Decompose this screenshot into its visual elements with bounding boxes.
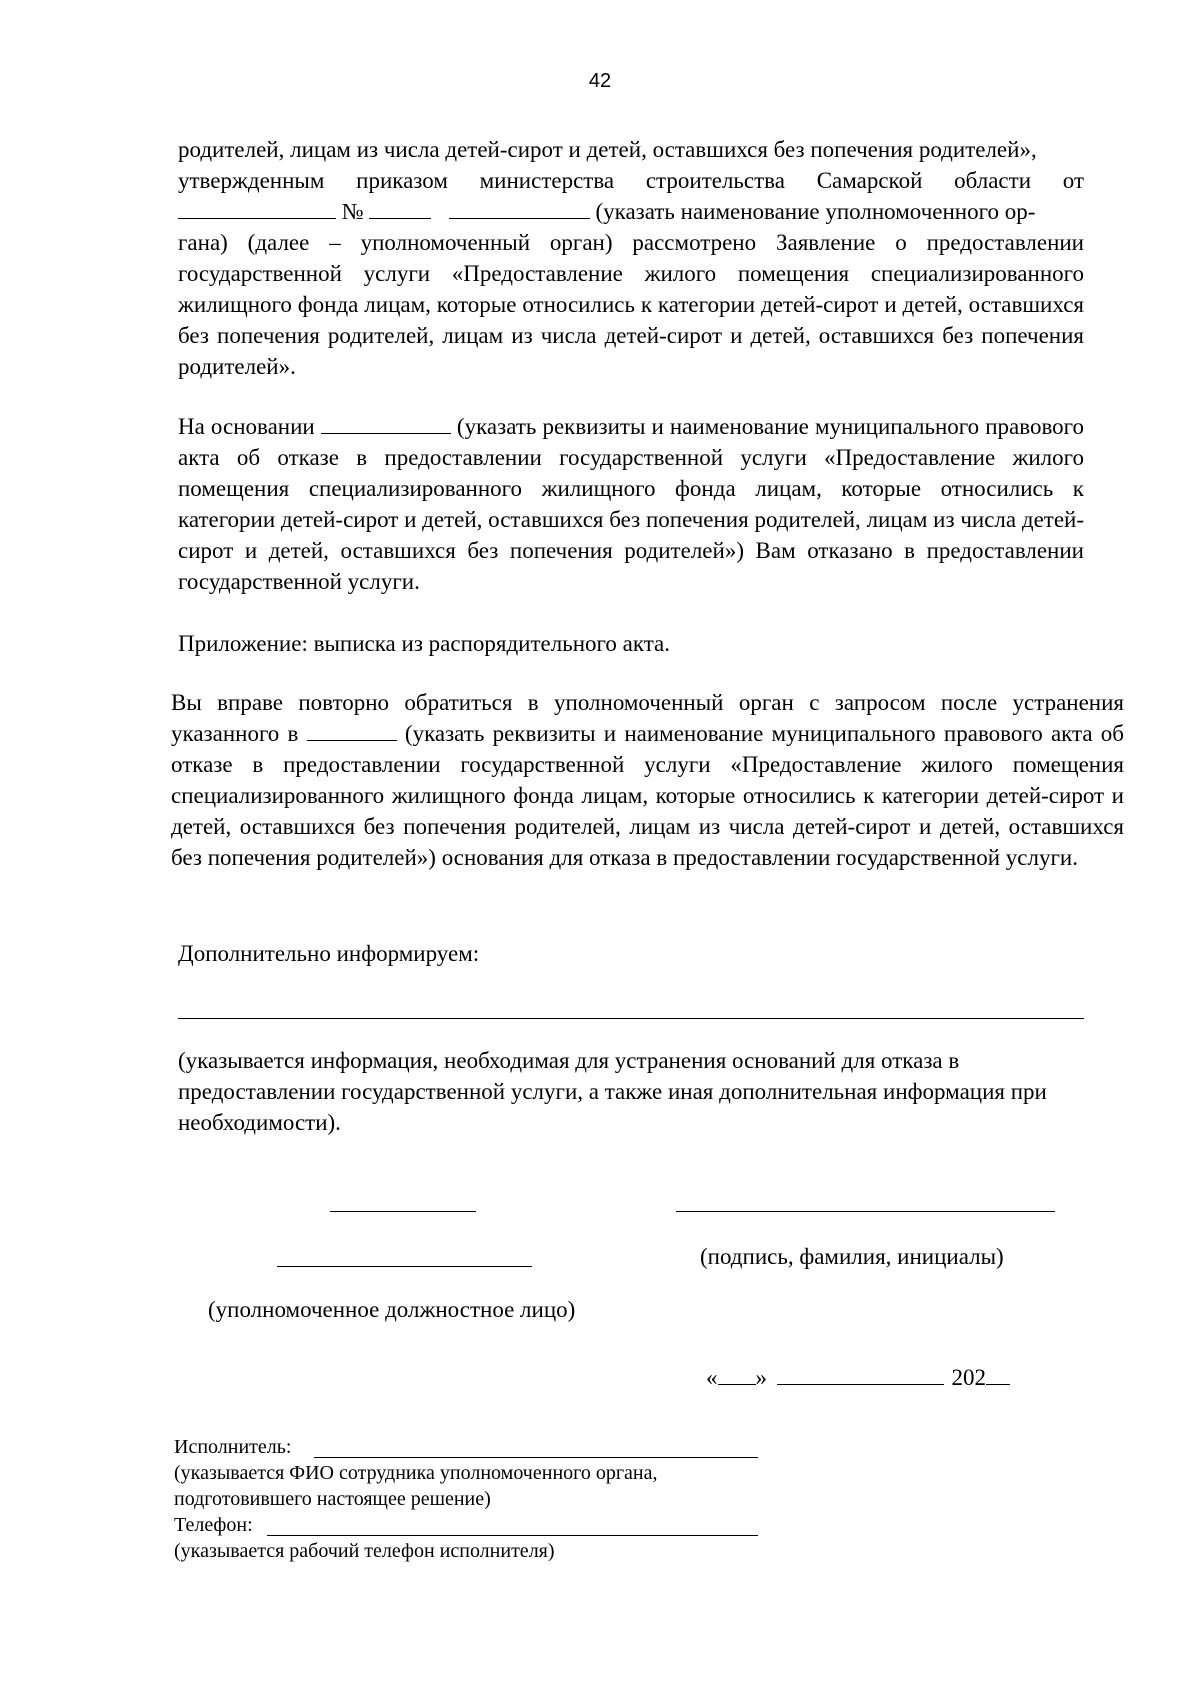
- phone-label: Телефон:: [174, 1514, 253, 1536]
- executor-line: [174, 1434, 291, 1460]
- date-line: [706, 1364, 1010, 1392]
- signature-label-right: (подпись, фамилия, инициалы): [700, 1244, 1004, 1269]
- appeal-act-blank: [307, 720, 397, 741]
- paragraph-appeal-lead: Вы вправе повторно обратиться в уполномоченный орган с запросом после устранения указанного в: [171, 690, 1124, 746]
- order-number-blank: [369, 198, 431, 219]
- page-number: 42: [588, 70, 612, 92]
- paragraph-basis-lead: На основании: [178, 414, 315, 439]
- order-number-sign: №: [341, 199, 364, 224]
- paragraph-intro-line3: [178, 196, 1084, 227]
- paragraph-intro-line1: родителей, лицам из числа детей-сирот и детей, оставшихся без попечения родителей»,: [178, 137, 1037, 162]
- executor-note2: подготовившего настоящее решение): [174, 1488, 491, 1510]
- paragraph-attachment: Приложение: выписка из распорядительного акта.: [178, 631, 670, 656]
- paragraph-intro-line3-tail: (указать наименование уполномоченного ор-: [595, 199, 1036, 224]
- date-quote-close: »: [755, 1365, 767, 1390]
- phone-line: [174, 1512, 253, 1538]
- additional-info-line: [178, 1018, 1084, 1019]
- paragraph-additional-info: Дополнительно информируем:: [178, 941, 480, 966]
- executor-name-line: [314, 1457, 758, 1458]
- date-year-prefix: 202: [951, 1365, 986, 1390]
- basis-act-blank: [321, 413, 451, 434]
- paragraph-appeal: [171, 687, 1124, 873]
- order-date-blank: [178, 198, 336, 219]
- signature-label-left: (уполномоченное должностное лицо): [208, 1297, 576, 1322]
- phone-line-underline: [267, 1535, 758, 1536]
- paragraph-appeal-rest: (указать реквизиты и наименование муниципального правового акта об отказе в предоставлении государственной услуги «Предоставление жилого помещения специализированного жилищного фонда лицам, которые относились к категории детей-сирот и детей, оставшихся без попечения родителей, лицам из числа детей-сирот и детей, оставшихся без попечения родителей») основания для отказа в предоставлении государственной услуги.: [171, 721, 1125, 870]
- executor-label: Исполнитель:: [174, 1436, 292, 1458]
- paragraph-intro-line2: утвержденным приказом министерства строительства Самарской области от: [178, 168, 1084, 193]
- paragraph-info-hint: (указывается информация, необходимая для устранения оснований для отказа в предоставлении государственной услуги, а также иная дополнительная информация при необходимости).: [178, 1048, 1047, 1135]
- date-month-blank: [777, 1364, 944, 1385]
- signature-name-line: [676, 1211, 1055, 1212]
- phone-note: (указывается рабочий телефон исполнителя): [174, 1540, 555, 1562]
- paragraph-basis-rest: (указать реквизиты и наименование муниципального правового акта об отказе в предоставлении государственной услуги «Предоставление жилого помещения специализированного жилищного фонда лицам, которые относились к категории детей-сирот и детей, оставшихся без попечения родителей, лицам из числа детей-сирот и детей, оставшихся без попечения родителей») Вам отказано в предоставлении государственной услуги.: [178, 414, 1085, 594]
- paragraph-basis: [178, 411, 1084, 597]
- date-year-blank: [986, 1364, 1010, 1385]
- authority-name-blank: [449, 198, 590, 219]
- date-day-blank: [718, 1364, 756, 1385]
- signature-official-line: [277, 1266, 532, 1267]
- date-quote-open: «: [706, 1365, 718, 1390]
- signature-position-line: [330, 1211, 476, 1212]
- paragraph-intro: [178, 134, 1084, 382]
- paragraph-intro-rest: гана) (далее – уполномоченный орган) рассмотрено Заявление о предоставлении государственной услуги «Предоставление жилого помещения специализированного жилищного фонда лицам, которые относились к категории детей-сирот и детей, оставшихся без попечения родителей, лицам из числа детей-сирот и детей, оставшихся без попечения родителей».: [178, 230, 1084, 379]
- executor-note1: (указывается ФИО сотрудника уполномоченного органа,: [174, 1462, 658, 1484]
